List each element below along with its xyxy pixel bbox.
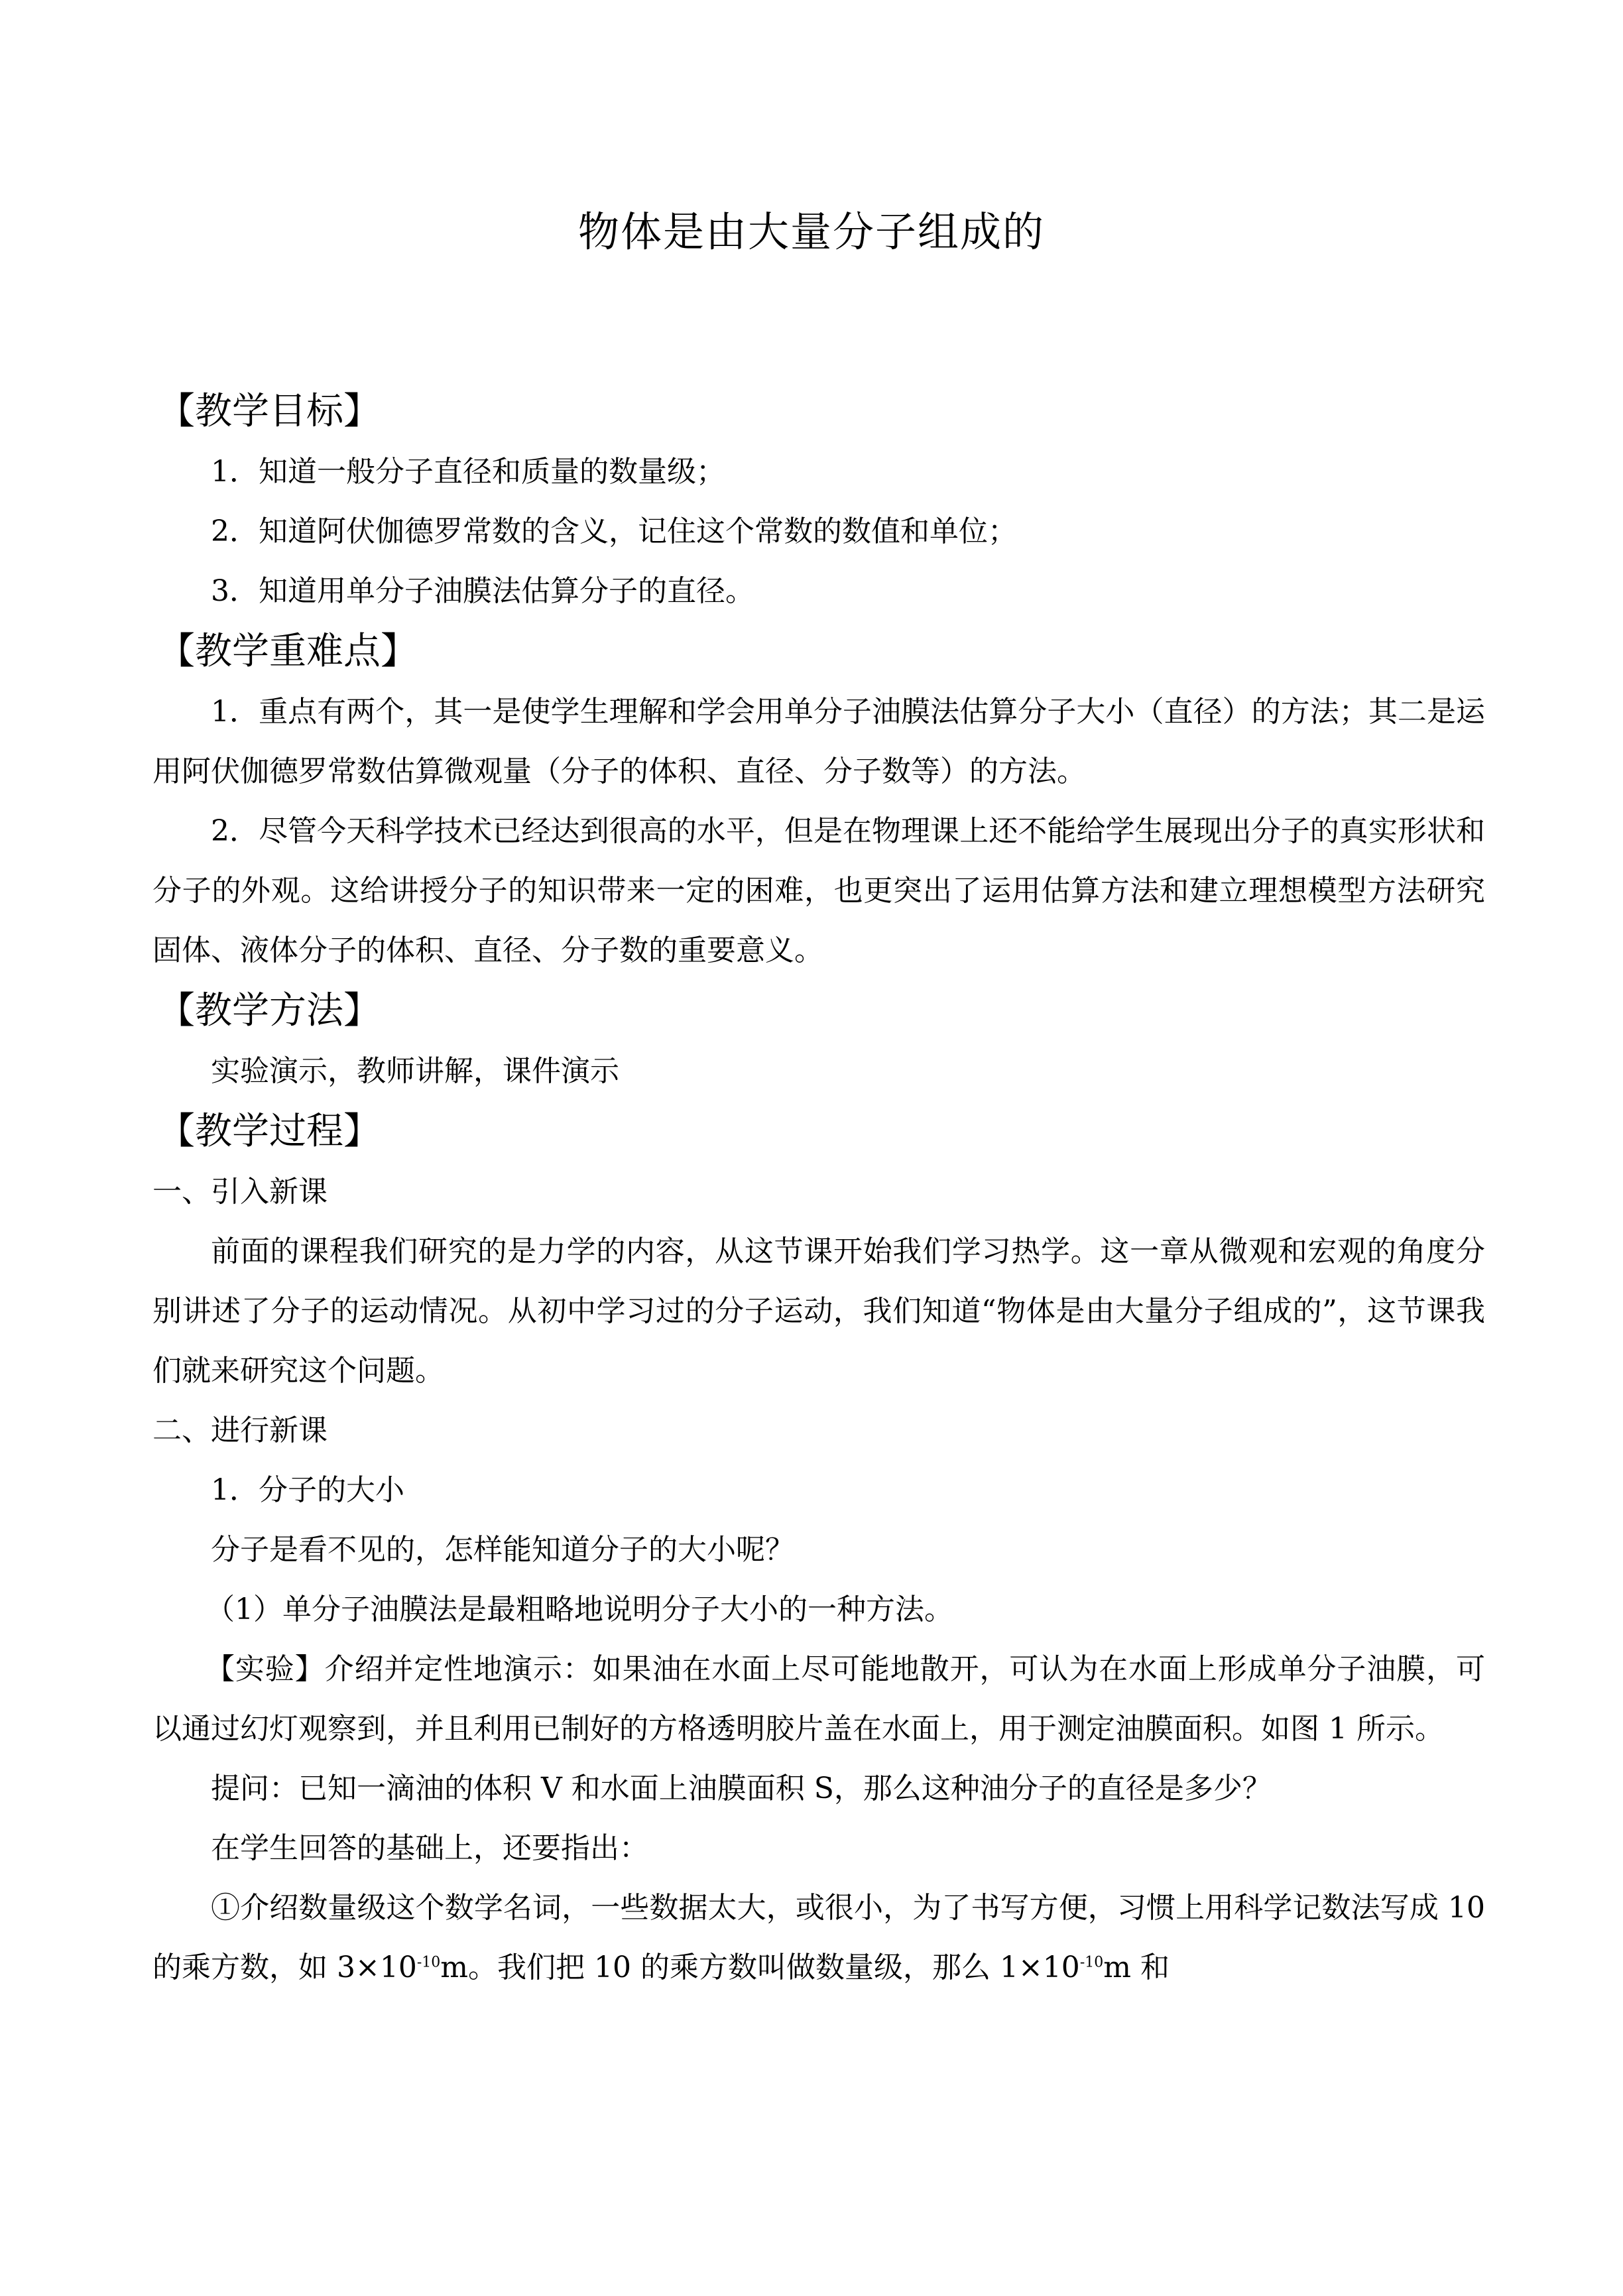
objective-item: 3．知道用单分子油膜法估算分子的直径。	[211, 574, 754, 608]
exponent: -10	[1079, 1954, 1104, 1971]
exponent: -10	[416, 1954, 441, 1971]
process-heading: 【教学过程】	[158, 1110, 381, 1153]
keypoint-paragraph: 2．尽管今天科学技术已经达到很高的水平，但是在物理课上还不能给学生展现出分子的真实形状和分子的外观。这给讲授分子的知识带来一定的困难，也更突出了运用估算方法和建立理想模型方法研究固体、液体分子的体积、直径、分子数的重要意义。	[152, 814, 1485, 967]
method-text: 实验演示，教师讲解，课件演示	[211, 1054, 619, 1088]
document-title: 物体是由大量分子组成的	[577, 208, 1045, 256]
method-description: （1）单分子油膜法是最粗略地说明分子大小的一种方法。	[206, 1593, 953, 1626]
note-text: m 和	[1103, 1951, 1170, 1984]
keypoint-paragraph: 1．重点有两个，其一是使学生理解和学会用单分子油膜法估算分子大小（直径）的方法；其二是运用阿伏伽德罗常数估算微观量（分子的体积、直径、分子数等）的方法。	[152, 695, 1485, 788]
answer-intro: 在学生回答的基础上，还要指出：	[211, 1831, 648, 1865]
subsection-title: 1．分子的大小	[211, 1473, 404, 1507]
note-text: ①介绍数量级这个数学名词，一些数据太大，或很小，为了书写方便，习惯上用科学记数法写成 10 的乘方数，如 3×10	[152, 1891, 1485, 1984]
note-text: m。我们把 10 的乘方数叫做数量级，那么 1×10	[440, 1951, 1080, 1984]
question-paragraph: 提问：已知一滴油的体积 V 和水面上油膜面积 S，那么这种油分子的直径是多少？	[211, 1772, 1272, 1805]
objectives-heading: 【教学目标】	[158, 390, 381, 433]
objective-item: 1．知道一般分子直径和质量的数量级；	[211, 455, 725, 489]
keypoints-heading: 【教学重难点】	[158, 630, 418, 673]
subsection-question: 分子是看不见的，怎样能知道分子的大小呢？	[211, 1533, 794, 1567]
method-heading: 【教学方法】	[158, 989, 381, 1032]
note-paragraph	[152, 1878, 1485, 1998]
part1-paragraph: 前面的课程我们研究的是力学的内容，从这节课开始我们学习热学。这一章从微观和宏观的角度分别讲述了分子的运动情况。从初中学习过的分子运动，我们知道“物体是由大量分子组成的”，这节课我们就来研究这个问题。	[152, 1235, 1485, 1388]
part2-title: 二、进行新课	[152, 1414, 328, 1447]
part1-title: 一、引入新课	[152, 1175, 328, 1209]
objective-item: 2．知道阿伏伽德罗常数的含义，记住这个常数的数值和单位；	[211, 514, 1017, 548]
experiment-paragraph: 【实验】介绍并定性地演示：如果油在水面上尽可能地散开，可认为在水面上形成单分子油膜，可以通过幻灯观察到，并且利用已制好的方格透明胶片盖在水面上，用于测定油膜面积。如图 1 所示。	[152, 1652, 1485, 1746]
document-body	[152, 381, 1485, 1998]
